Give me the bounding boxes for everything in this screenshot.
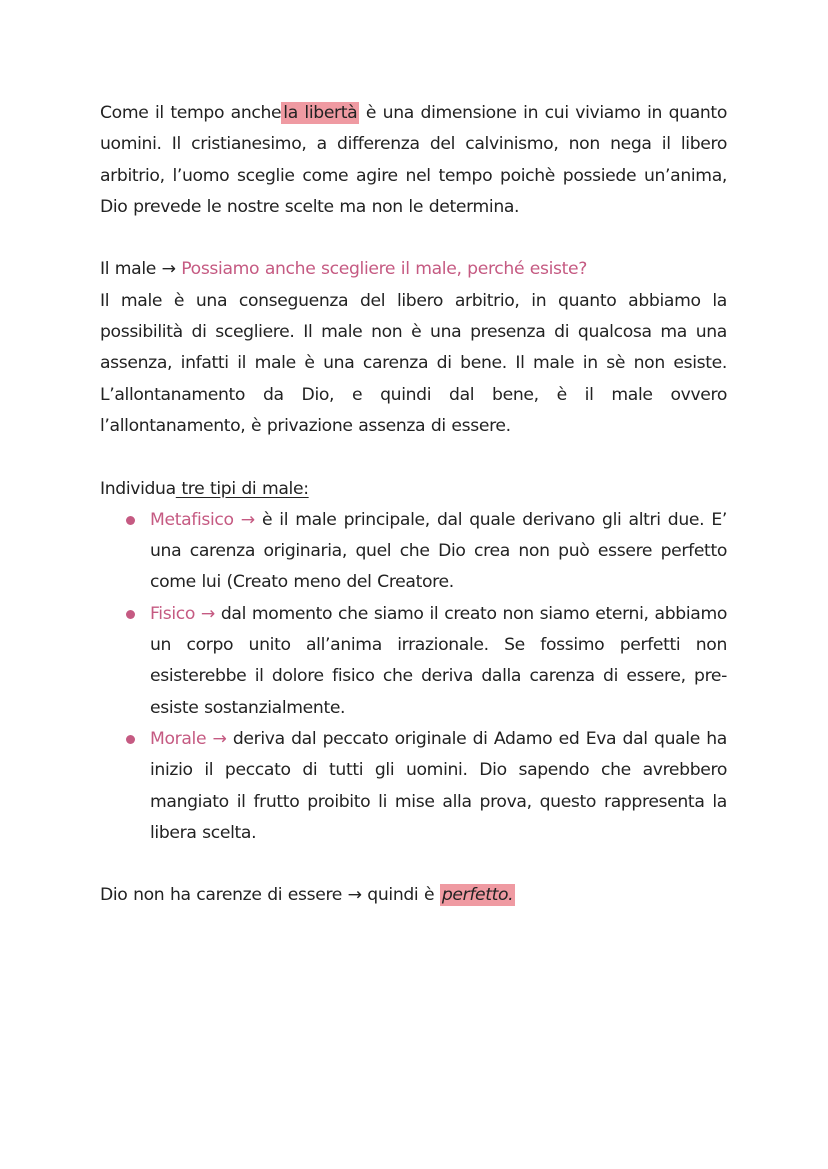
type-name-fisico: Fisico → (150, 603, 215, 624)
list-item-metafisico (100, 505, 727, 599)
type-name-morale: Morale → (150, 728, 227, 749)
spacer (100, 442, 727, 473)
type-text-morale: deriva dal peccato originale di Adamo ed Eva dal quale ha inizio il peccato di tutti gli uomini. Dio sapendo che avrebbero mangiato il frutto proibito li mise alla prova, questo rappresenta la libera scelta. (150, 728, 727, 843)
list-item-fisico (100, 599, 727, 724)
spacer (100, 849, 727, 880)
paragraph-liberta-rest: è una dimensione in cui viviamo in quanto uomini. Il cristianesimo, a differenza del calvinismo, non nega il libero arbitrio, l’uomo sceglie come agire nel tempo poichè possiede un’anima, Dio prevede le nostre scelte ma non le determina. (100, 103, 727, 217)
conclusion-text: Dio non ha carenze di essere → quindi è (100, 885, 440, 906)
spacer (100, 223, 727, 254)
highlight-liberta: la libertà (283, 103, 358, 123)
document-page (100, 98, 727, 912)
types-intro: Individua (100, 478, 176, 499)
male-question: Possiamo anche scegliere il male, perché esiste? (181, 259, 588, 280)
male-heading-line (100, 254, 727, 285)
male-body: Il male è una conseguenza del libero arbitrio, in quanto abbiamo la possibilità di scegliere. Il male non è una presenza di qualcosa ma una assenza, infatti il male è una carenza di bene. Il male in sè non esiste. L’allontanamento da Dio, e quindi dal bene, è il male ovvero l’allontanamento, è privazione assenza di essere. (100, 290, 727, 436)
paragraph-liberta (100, 98, 727, 223)
type-name-metafisico: Metafisico → (150, 509, 255, 530)
bullet-icon (126, 610, 135, 619)
bullet-icon (126, 735, 135, 744)
types-intro-line (100, 474, 727, 505)
conclusion-line (100, 880, 727, 911)
bullet-icon (126, 516, 135, 525)
list-item-morale (100, 724, 727, 849)
types-list (100, 505, 727, 849)
paragraph-liberta-start: Come il tempo anche (100, 103, 282, 123)
male-lead: Il male → (100, 259, 182, 280)
type-text-fisico: dal momento che siamo il creato non siamo eterni, abbiamo un corpo unito all’anima irrazionale. Se fossimo perfetti non esisterebbe il dolore fisico che deriva dalla carenza di essere, pre-esiste sostanzialmente. (150, 603, 727, 718)
highlight-perfetto: perfetto. (441, 885, 514, 906)
types-intro-underlined: tre tipi di male: (175, 478, 309, 499)
type-text-metafisico: è il male principale, dal quale derivano gli altri due. E’ una carenza originaria, quel che Dio crea non può essere perfetto come lui (Creato meno del Creatore. (150, 509, 727, 593)
